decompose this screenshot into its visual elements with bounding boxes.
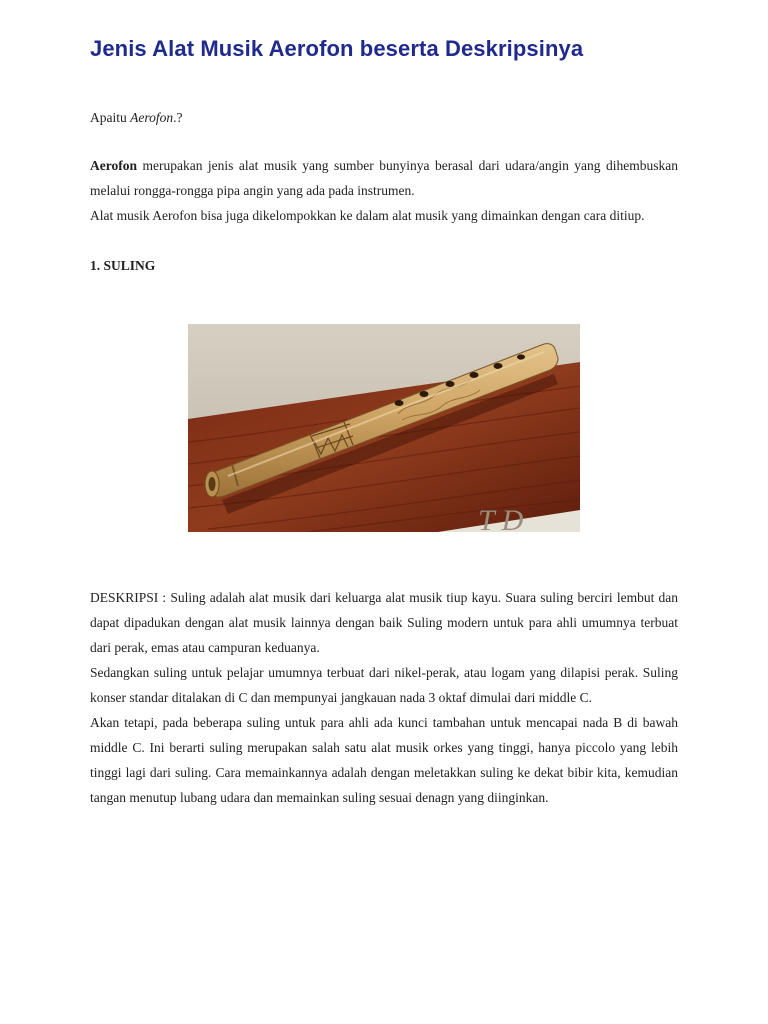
intro-question: [90, 105, 680, 130]
intro-section: [90, 153, 678, 228]
description-paragraph-2: Sedangkan suling untuk pelajar umumnya terbuat dari nikel-perak, atau logam yang dilapisi perak. Suling konser standar ditalakan di C dan mempunyai jangkauan nada 3 oktaf dimulai dari middle C.: [90, 665, 678, 705]
intro-term: Aerofon: [90, 158, 137, 173]
question-prefix: Apaitu: [90, 110, 131, 125]
section-heading-suling: 1. SULING: [90, 258, 156, 273]
question-suffix: .?: [173, 110, 183, 125]
intro-paragraph-1: [90, 153, 678, 203]
description-section: [90, 585, 678, 810]
suling-photo: [188, 324, 580, 532]
panel-letters: T D: [478, 504, 524, 532]
intro-paragraph-1-text: merupakan jenis alat musik yang sumber bunyinya berasal dari udara/angin yang dihembuskan melalui rongga-rongga pipa angin yang ada pada instrumen.: [90, 158, 678, 198]
intro-paragraph-2: Alat musik Aerofon bisa juga dikelompokkan ke dalam alat musik yang dimainkan dengan cara ditiup.: [90, 208, 645, 223]
description-paragraph-1: DESKRIPSI : Suling adalah alat musik dari keluarga alat musik tiup kayu. Suara suling berciri lembut dan dapat dipadukan dengan alat musik lainnya dengan baik Suling modern untuk para ahli umumnya terbuat dari perak, emas atau campuran keduanya.: [90, 590, 678, 655]
page-title: Jenis Alat Musik Aerofon beserta Deskripsinya: [90, 36, 584, 61]
description-paragraph-3: Akan tetapi, pada beberapa suling untuk para ahli ada kunci tambahan untuk mencapai nada B di bawah middle C. Ini berarti suling merupakan salah satu alat musik orkes yang tinggi, hanya piccolo yang lebih tinggi lagi dari suling. Cara memainkannya adalah dengan meletakkan suling ke dekat bibir kita, kemudian tangan menutup lubang udara dan memainkan suling sesuai denagn yang diinginkan.: [90, 715, 678, 805]
question-term: Aerofon: [130, 110, 174, 125]
